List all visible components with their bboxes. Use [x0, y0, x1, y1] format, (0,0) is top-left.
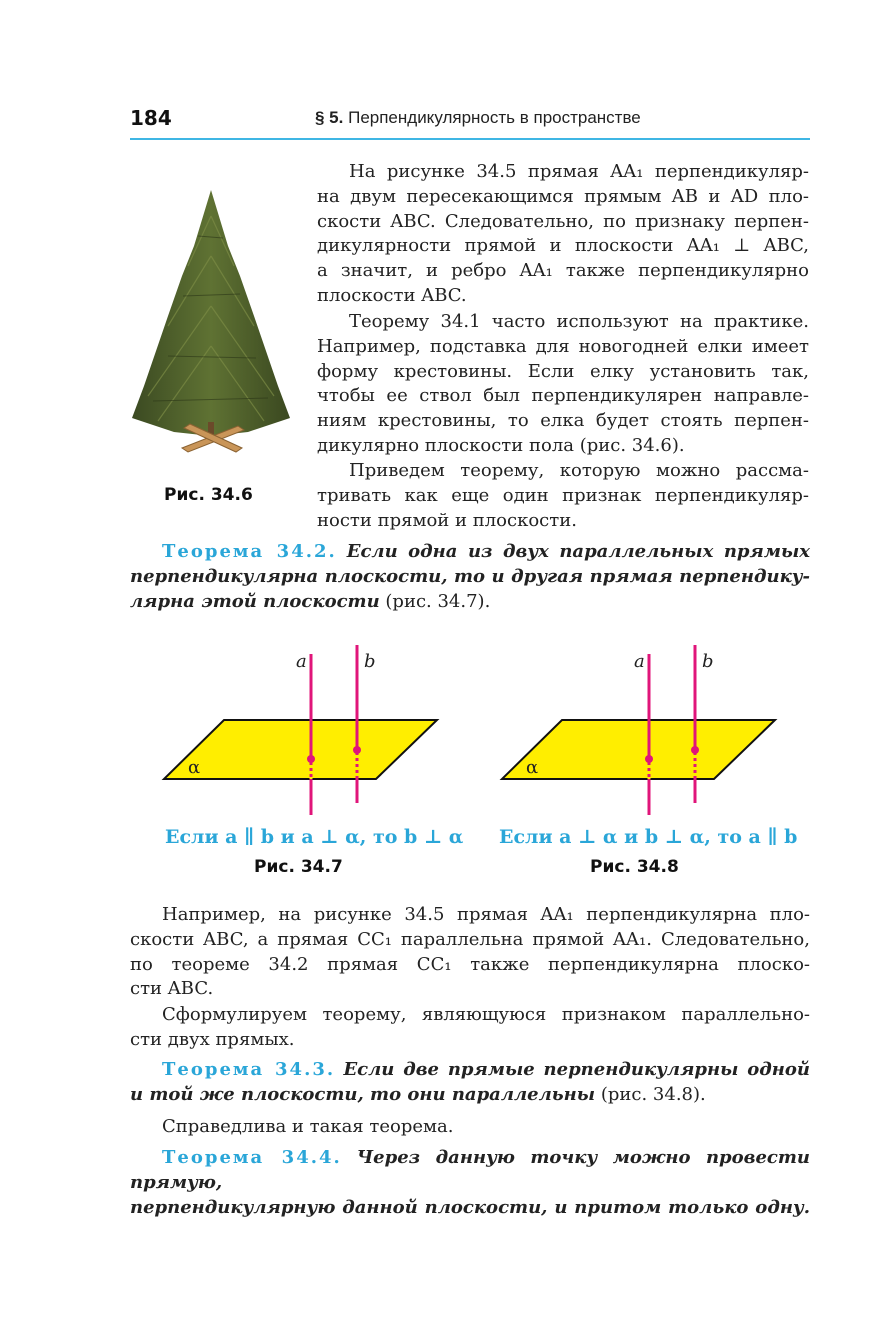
text-line: тривать как еще один признак перпендикуляр-	[317, 484, 809, 506]
text-line: ниям крестовины, то елка будет стоять перпен-	[317, 410, 809, 432]
figure-348-statement: Если a ⊥ α и b ⊥ α, то a ∥ b	[499, 826, 798, 848]
text-line: Например, подставка для новогодней елки имеет	[317, 335, 809, 357]
label-a: a	[296, 651, 307, 672]
intersection-point-b	[691, 746, 699, 754]
theorem-line: перпендикулярна плоскости, то и другая прямая перпендику-	[130, 565, 810, 587]
text-line: сти ABC.	[130, 978, 214, 1000]
theorem-line	[130, 1146, 810, 1196]
paragraph-6	[130, 1115, 810, 1140]
text-line: дикулярно плоскости пола (рис. 34.6).	[317, 434, 685, 456]
text-line: Справедлива и такая теорема.	[162, 1116, 454, 1137]
theorem-line	[130, 540, 810, 565]
theorem-344-label: Теорема 34.4.	[162, 1147, 342, 1168]
label-b: b	[364, 651, 376, 672]
figure-348-diagram	[498, 640, 788, 820]
text-line: по теореме 34.2 прямая CC₁ также перпендикулярна плоско-	[130, 953, 810, 975]
intersection-point-a	[307, 755, 315, 763]
label-alpha: α	[188, 757, 201, 778]
theorem-343-label: Теорема 34.3.	[162, 1059, 336, 1080]
text-line: На рисунке 34.5 прямая AA₁ перпендикуляр-	[349, 161, 809, 182]
paragraph-4	[130, 903, 810, 1002]
intersection-point-b	[353, 746, 361, 754]
text-line: Например, на рисунке 34.5 прямая AA₁ перпендикулярна пло-	[162, 904, 810, 925]
figure-348-caption: Рис. 34.8	[590, 857, 679, 877]
figure-reference: (рис. 34.8).	[600, 1083, 706, 1105]
theorem-line: перпендикулярную данной плоскости, и притом только одну.	[130, 1196, 810, 1218]
theorem-343	[130, 1058, 810, 1108]
plane-alpha	[164, 720, 437, 779]
label-a: a	[634, 651, 645, 672]
running-header	[130, 104, 810, 140]
text-line: Приведем теорему, которую можно рассма-	[349, 460, 809, 481]
text-line: чтобы ее ствол был перпендикулярен направле-	[317, 385, 809, 407]
figure-347-statement: Если a ∥ b и a ⊥ α, то b ⊥ α	[165, 826, 464, 848]
figure-347-diagram	[160, 640, 450, 820]
paragraph-3	[317, 459, 809, 533]
theorem-342-label: Теорема 34.2.	[162, 541, 337, 562]
theorem-line	[130, 590, 810, 615]
plane-alpha	[502, 720, 775, 779]
text-line: на двум пересекающимся прямым AB и AD пло-	[317, 185, 809, 207]
section-number: § 5.	[315, 108, 344, 127]
text-line: сти двух прямых.	[130, 1028, 295, 1050]
section-title: Перпендикулярность в пространстве	[348, 108, 641, 127]
theorem-342-text: Если одна из двух параллельных прямых	[346, 541, 810, 562]
text-line: плоскости ABC.	[317, 284, 467, 306]
text-line: ности прямой и плоскости.	[317, 509, 577, 531]
text-line: скости ABC, а прямая CC₁ параллельна прямой AA₁. Следовательно,	[130, 928, 810, 950]
figure-347-caption: Рис. 34.7	[254, 857, 343, 877]
theorem-line	[130, 1083, 810, 1108]
paragraph-1	[317, 160, 809, 309]
label-alpha: α	[526, 757, 539, 778]
text-line: а значит, и ребро AA₁ также перпендикулярно	[317, 260, 809, 282]
paragraph-2	[317, 310, 809, 459]
theorem-line	[130, 1058, 810, 1083]
theorem-344	[130, 1146, 810, 1220]
christmas-tree-illustration	[128, 186, 294, 458]
text-line: Сформулируем теорему, являющуюся признаком параллельно-	[162, 1004, 810, 1025]
theorem-342-text: лярна этой плоскости	[130, 590, 380, 612]
intersection-point-a	[645, 755, 653, 763]
theorem-342	[130, 540, 810, 614]
theorem-343-text: и той же плоскости, то они параллельны	[130, 1083, 596, 1105]
page-number: 184	[130, 106, 172, 130]
text-line: дикулярности прямой и плоскости AA₁ ⊥ ABC,	[317, 235, 809, 257]
figure-346-caption: Рис. 34.6	[164, 485, 253, 505]
text-line: форму крестовины. Если елку установить так,	[317, 360, 809, 382]
figure-reference: (рис. 34.7).	[385, 590, 491, 612]
chapter-title	[315, 108, 641, 128]
theorem-344-text: Через данную точку можно провести прямую,	[130, 1147, 811, 1193]
theorem-343-text: Если две прямые перпендикулярны одной	[343, 1059, 810, 1080]
paragraph-5	[130, 1003, 810, 1053]
text-line: скости ABC. Следовательно, по признаку перпен-	[317, 210, 809, 232]
text-line: Теорему 34.1 часто используют на практике.	[349, 311, 809, 332]
label-b: b	[702, 651, 714, 672]
